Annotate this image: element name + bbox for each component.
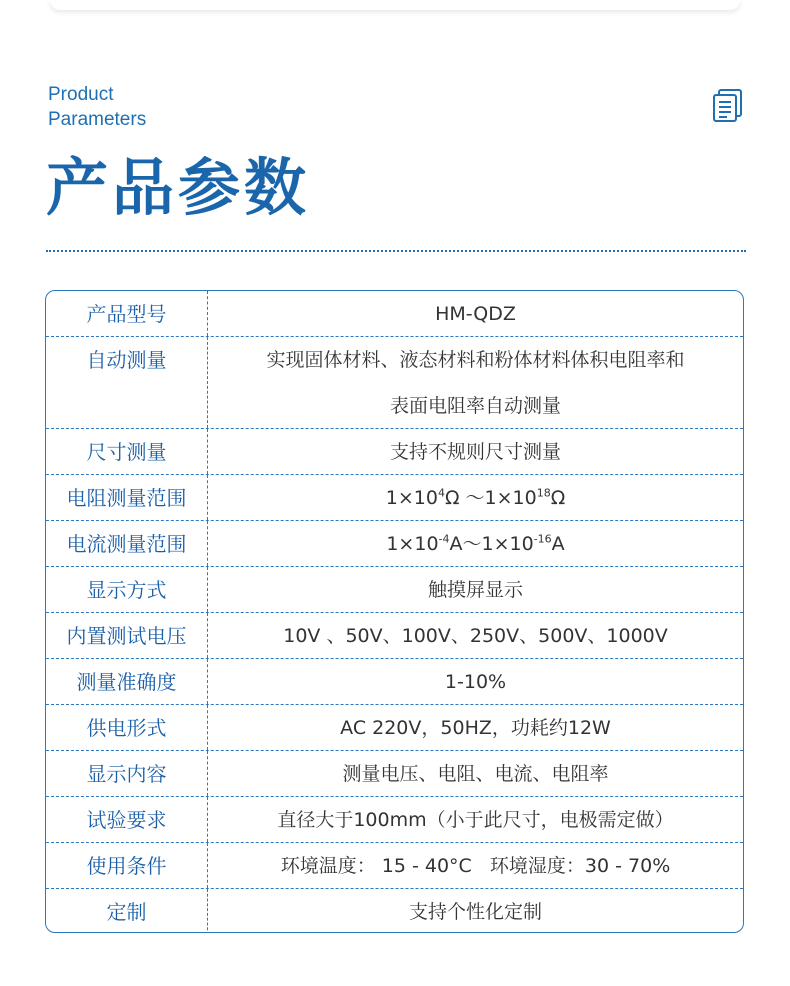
row-value: HM-QDZ: [435, 302, 516, 325]
parameter-table: [45, 290, 744, 933]
row-label: 产品型号: [46, 291, 208, 336]
row-value: 直径大于100mm（小于此尺寸，电极需定做）: [277, 808, 674, 831]
table-row: [46, 843, 743, 889]
row-value: 支持不规则尺寸测量: [389, 440, 561, 463]
resistance-range: $1\times 10^4\Omega$ $\sim 1\times 10^{18}\Omega$: [385, 486, 566, 509]
row-value: 环境温度： 15 - 40°C 环境湿度：30 - 70%: [280, 854, 671, 877]
title-line-parameters: Parameters: [48, 109, 147, 130]
current-range: $1\times 10^{-4}A\sim 1\times 10^{-16}A$: [386, 532, 565, 555]
section-title-english: [48, 82, 146, 132]
row-value: 测量电压、电阻、电流、电阻率: [342, 762, 609, 785]
document-list-icon: [710, 88, 748, 124]
table-row: [46, 475, 743, 521]
title-line-product: Product: [48, 84, 114, 105]
table-row: [46, 291, 743, 337]
row-value: AC 220V，50HZ，功耗约12W: [340, 716, 611, 739]
row-label: 测量准确度: [46, 659, 208, 704]
row-label: 供电形式: [46, 705, 208, 750]
row-label: 电流测量范围: [46, 521, 208, 566]
row-label: 电阻测量范围: [46, 475, 208, 520]
table-row: [46, 705, 743, 751]
row-value: [208, 521, 743, 566]
row-value: [208, 337, 743, 428]
table-row: [46, 429, 743, 475]
row-label: 定制: [46, 889, 208, 933]
row-value: 1-10%: [444, 670, 507, 693]
row-label: 尺寸测量: [46, 429, 208, 474]
row-label: 自动测量: [46, 337, 208, 428]
table-row: [46, 751, 743, 797]
row-label: 试验要求: [46, 797, 208, 842]
row-value-line: 表面电阻率自动测量: [389, 394, 561, 417]
row-value: 支持个性化定制: [408, 901, 542, 923]
row-label: 显示方式: [46, 567, 208, 612]
row-label: 内置测试电压: [46, 613, 208, 658]
dotted-divider: [46, 250, 746, 252]
table-row: [46, 797, 743, 843]
row-value-line: 实现固体材料、液态材料和粉体材料体积电阻率和: [266, 348, 685, 371]
row-value: 10V 、50V、100V、250V、500V、1000V: [283, 624, 668, 647]
table-row: [46, 613, 743, 659]
section-title-chinese: 产品参数: [46, 151, 311, 224]
table-row: [46, 567, 743, 613]
top-card-edge: [50, 0, 740, 10]
row-label: 显示内容: [46, 751, 208, 796]
table-row: [46, 337, 743, 429]
table-row: [46, 659, 743, 705]
row-value: [208, 475, 743, 520]
row-label: 使用条件: [46, 843, 208, 888]
table-row: [46, 521, 743, 567]
row-value: 触摸屏显示: [427, 578, 523, 601]
table-row: [46, 889, 743, 933]
